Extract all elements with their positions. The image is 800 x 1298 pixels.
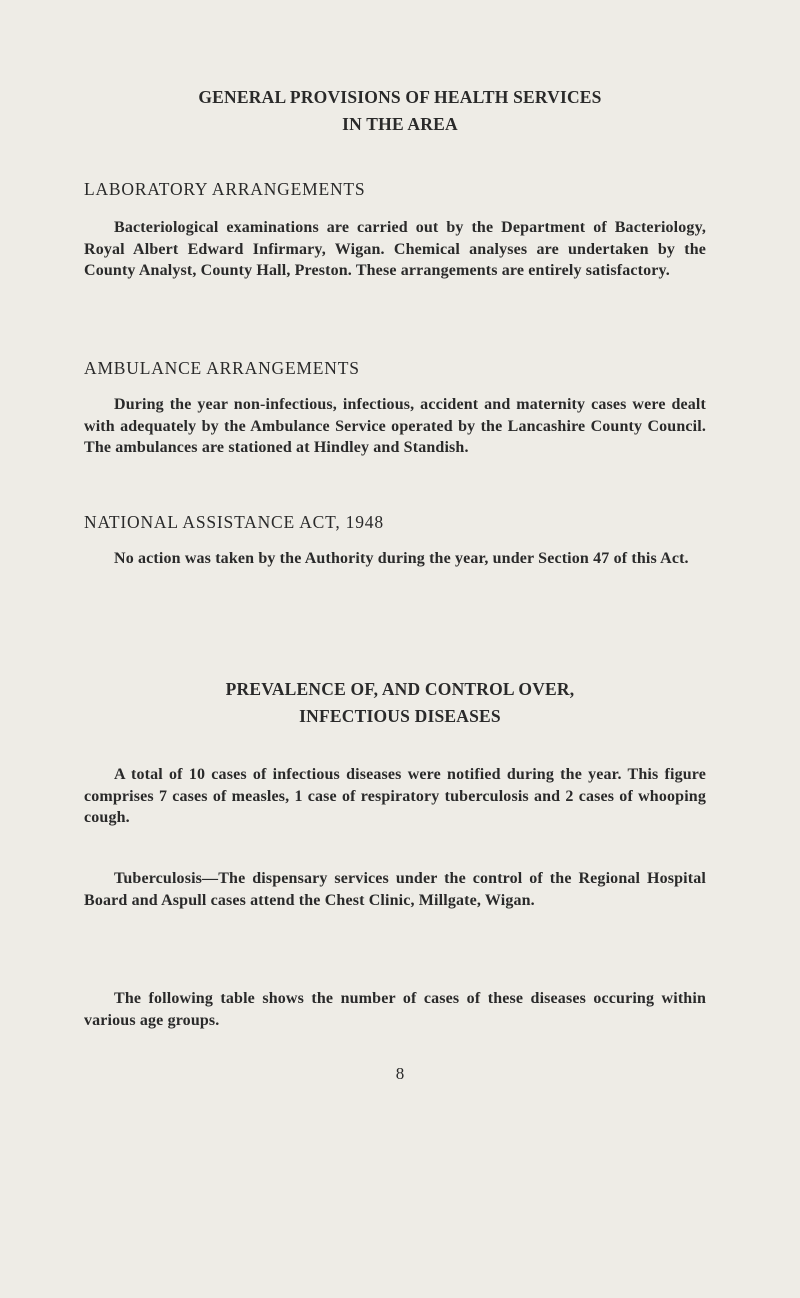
national-assistance-heading: NATIONAL ASSISTANCE ACT, 1948 [84, 512, 384, 532]
main-heading [0, 84, 800, 138]
prevalence-heading-line1: PREVALENCE OF, AND CONTROL OVER, [225, 679, 575, 699]
national-assistance-paragraph: No action was taken by the Authority during the year, under Section 47 of this Act. [114, 550, 689, 567]
prevalence-heading [0, 676, 800, 730]
main-heading-line1: GENERAL PROVISIONS OF HEALTH SERVICES [198, 87, 602, 107]
laboratory-heading: LABORATORY ARRANGEMENTS [84, 179, 366, 199]
age-groups-paragraph: The following table shows the number of cases of these diseases occuring within various age groups. [84, 990, 706, 1029]
laboratory-section [84, 177, 706, 282]
page-number: 8 [395, 1064, 405, 1083]
ambulance-section [84, 356, 706, 459]
infectious-total-paragraph: A total of 10 cases of infectious diseases were notified during the year. This figure comprises 7 cases of measles, 1 case of respiratory tuberculosis and 2 cases of whooping cough. [84, 766, 706, 826]
national-assistance-section [84, 510, 706, 570]
ambulance-paragraph: During the year non-infectious, infectious, accident and maternity cases were dealt with adequately by the Ambulance Service operated by the Lancashire County Council. The ambulances are stationed at Hindley and Standish. [84, 396, 706, 456]
laboratory-paragraph: Bacteriological examinations are carried out by the Department of Bacteriology, Royal Albert Edward Infirmary, Wigan. Chemical analyses are undertaken by the County Analyst, County Hall, Preston. These arrangements are entirely satisfactory. [84, 219, 706, 279]
ambulance-heading: AMBULANCE ARRANGEMENTS [84, 358, 360, 378]
main-heading-line2: IN THE AREA [342, 114, 458, 134]
tuberculosis-paragraph: Tuberculosis—The dispensary services under the control of the Regional Hospital Board and Aspull cases attend the Chest Clinic, Millgate, Wigan. [84, 870, 706, 909]
prevalence-heading-line2: INFECTIOUS DISEASES [299, 706, 501, 726]
